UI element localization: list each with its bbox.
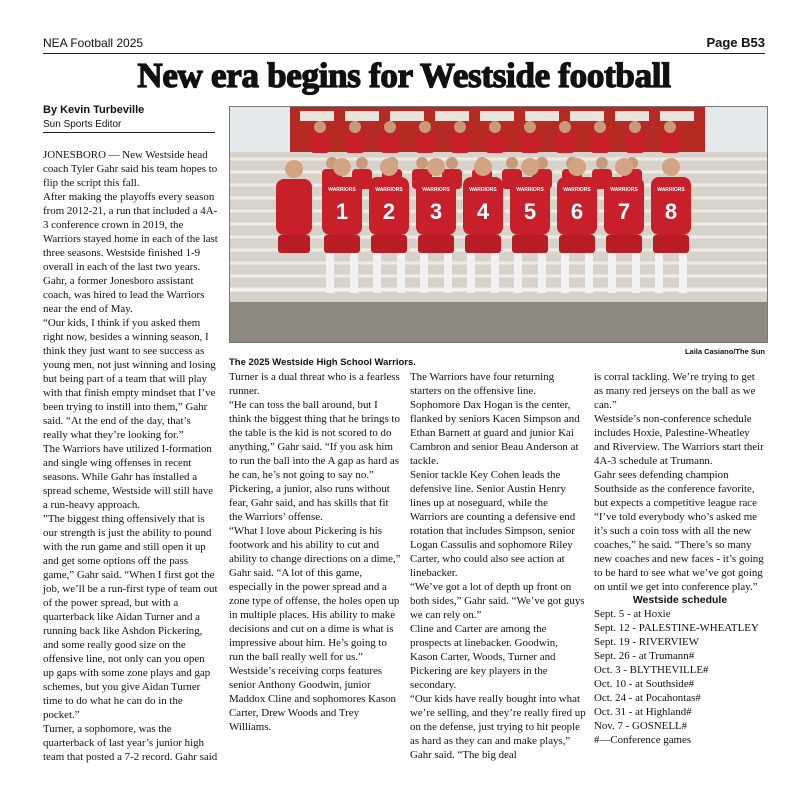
jersey-number: 7: [617, 199, 631, 224]
player-head: [629, 121, 641, 133]
paragraph: Cline and Carter are among the prospects at linebacker. Goodwin, Kason Carter, Woods, Turner and Pickering are key players in the secondary.: [410, 623, 558, 691]
player-jersey: [555, 133, 575, 153]
byline-author: By Kevin Turbeville: [43, 104, 145, 116]
team-photo: [229, 106, 768, 343]
article-column-4: [594, 370, 766, 747]
schedule-title: Westside schedule: [632, 594, 728, 606]
player-shorts: [512, 235, 548, 253]
player-head: [594, 121, 606, 133]
player-sock: [467, 253, 475, 293]
paragraph: “Our kids, I think if you asked them right now, besides a winning season, I think they just want to see success as young men, not just winning and losing but being part of a team that will play with that finish empty mindset that I’ve been trying to instill into them,” Gahr said. “At the end of the day, that’s really what they’re looking for.”: [43, 317, 216, 441]
press-box-window: [660, 111, 694, 121]
player-head: [454, 121, 466, 133]
paragraph: After making the playoffs every season from 2012-21, a run that included a 4A-3 conference crown in 2019, the Warriors stayed home in each of the last three seasons. Westside finished 1-9 overall in each of the last two years. Gahr, a former Jonesboro assistant coach, was hired to lead the Warriors near the end of May.: [43, 191, 218, 315]
press-box-window: [615, 111, 649, 121]
press-box-window: [570, 111, 604, 121]
player-sock: [444, 253, 452, 293]
player-sock: [679, 253, 687, 293]
byline-rule: [43, 132, 215, 133]
player-head: [521, 158, 539, 176]
player-jersey: [485, 133, 505, 153]
player-head: [285, 160, 303, 178]
player-head: [596, 157, 608, 169]
byline-role: Sun Sports Editor: [43, 119, 122, 130]
player-shorts: [278, 235, 310, 253]
paragraph: “What I love about Pickering is his footwork and his ability to cut and ability to change directions on a dime,” Gahr said. “A lot of this game, especially in the power spread and a zone type of offense, the holes open up in multiple places. His ability to make decisions and cut on a dime is what is impressive about him. He’s going to run the ball really well for us.”: [229, 525, 401, 663]
player-head: [615, 158, 633, 176]
schedule-item: Sept. 12 - PALESTINE-WHEATLEY: [594, 622, 759, 634]
jersey-wordmark: WARRIORS: [469, 187, 497, 193]
press-box-window: [345, 111, 379, 121]
player-head: [446, 157, 458, 169]
ground: [230, 302, 767, 342]
headline: New era begins for Westside football: [137, 56, 671, 95]
player-sock: [326, 253, 334, 293]
schedule-list: [594, 607, 766, 733]
jersey-wordmark: WARRIORS: [422, 187, 450, 193]
player-sock: [585, 253, 593, 293]
player-jersey: [310, 133, 330, 153]
player-jersey: [380, 133, 400, 153]
player-sock: [561, 253, 569, 293]
jersey-number: 8: [664, 199, 678, 224]
jersey-wordmark: WARRIORS: [328, 187, 356, 193]
player-sock: [632, 253, 640, 293]
player-sock: [350, 253, 358, 293]
press-box-window: [480, 111, 514, 121]
paragraph: The Warriors have four returning starters on the offensive line. Sophomore Dax Hogan is the center, flanked by seniors Kacen Simpson and Ethan Barnett at guard and junior Kai Cambron and senior Beau Anderson at tackle.: [410, 371, 580, 467]
schedule-item: Oct. 10 - at Southside#: [594, 678, 695, 690]
paragraph: is corral tackling. We’re trying to get as many red jerseys on the ball as we can.”: [594, 371, 756, 411]
press-box-window: [390, 111, 424, 121]
player-jersey: [625, 133, 645, 153]
player-jersey: [520, 133, 540, 153]
schedule-item: Oct. 31 - at Highland#: [594, 706, 692, 718]
photo-credit: Laila Casiano/The Sun: [684, 347, 765, 356]
player-head: [427, 158, 445, 176]
player-sock: [538, 253, 546, 293]
schedule-item: Sept. 19 - RIVERVIEW: [594, 636, 699, 648]
header-rule: [43, 53, 765, 54]
player-head: [356, 157, 368, 169]
jersey-number: 2: [382, 199, 396, 224]
section-label: NEA Football 2025: [43, 36, 144, 50]
paragraph: Westside’s receiving corps features senior Anthony Goodwin, junior Maddox Cline and sophomores Kason Carter, Drew Woods and Trey Williams.: [229, 665, 396, 733]
player-jersey: [660, 133, 680, 153]
photo-caption: The 2025 Westside High School Warriors.: [229, 357, 416, 368]
paragraph: “I’ve told everybody who’s asked me it’s such a coin toss with all the new coaches,” he said. “There’s so many new coaches and new faces - it’s going to be hard to see what we’ve got going on until we get into conference play.”: [594, 511, 764, 593]
jersey-number: 6: [570, 199, 584, 224]
paragraph: Gahr sees defending champion Southside as the conference favorite, but expects a competitive league race: [594, 469, 757, 509]
paragraph: ”The biggest thing offensively that is our strength is just the ability to pound with the run game and still open it up and get some options off the pass game,” Gahr said. “When I first got the job, we’ll be a run-first type of team out of the power spread, but with a quarterback like Aidan Turner and a running back like Ashdon Pickering, and some really good size on the offensive line, not only can you open up gaps with some zone plays and gap schemes, but you give Aidan Turner time to do what he can do in the pocket.”: [43, 513, 218, 721]
schedule-item: Oct. 3 - BLYTHEVILLE#: [594, 664, 709, 676]
player-shorts: [606, 235, 642, 253]
player-head: [333, 158, 351, 176]
article-column-1: [43, 148, 218, 764]
paragraph: “Our kids have really bought into what we’re selling, and they’re really fired up on the defense, just trying to hit people as hard as they can and make plays,” Gahr said. “The big deal: [410, 693, 586, 761]
paragraph: JONESBORO — New Westside head coach Tyler Gahr said his team hopes to flip the script this fall.: [43, 149, 218, 189]
paragraph: Westside’s non-conference schedule includes Hoxie, Palestine-Wheatley and Riverview. The Warriors start their 4A-3 schedule at Trumann.: [594, 413, 764, 467]
article-column-3: [410, 370, 586, 762]
team-photo-illustration: [230, 107, 767, 342]
press-box-window: [525, 111, 559, 121]
paragraph: Turner is a dual threat who is a fearless runner.: [229, 371, 400, 397]
player-sock: [514, 253, 522, 293]
player-sock: [491, 253, 499, 293]
paragraph: The Warriors have utilized I-formation and single wing offenses in recent seasons. While Gahr has installed a spread scheme, Westside will still have a run-heavy approach.: [43, 443, 214, 511]
player-head: [489, 121, 501, 133]
player-head: [349, 121, 361, 133]
schedule-item: Sept. 26 - at Trumann#: [594, 650, 695, 662]
player-jersey: [276, 179, 312, 235]
player-head: [314, 121, 326, 133]
player-shorts: [418, 235, 454, 253]
player-shorts: [324, 235, 360, 253]
player-sock: [608, 253, 616, 293]
schedule-item: Oct. 24 - at Pocahontas#: [594, 692, 701, 704]
player-sock: [420, 253, 428, 293]
press-box-window: [300, 111, 334, 121]
player-head: [568, 158, 586, 176]
player-head: [380, 158, 398, 176]
player-jersey: [415, 133, 435, 153]
paragraph: “He can toss the ball around, but I think the biggest thing that he brings to the table is the kid is not scored to do anything,” Gahr said. “If you ask him to run the ball into the A gap as hard as he can, he’s not going to say no.”: [229, 399, 400, 481]
press-box-window: [435, 111, 469, 121]
player-shorts: [559, 235, 595, 253]
player-head: [384, 121, 396, 133]
player-head: [559, 121, 571, 133]
jersey-number: 1: [335, 199, 349, 224]
player-head: [662, 158, 680, 176]
jersey-wordmark: WARRIORS: [657, 187, 685, 193]
jersey-wordmark: WARRIORS: [516, 187, 544, 193]
jersey-number: 3: [429, 199, 443, 224]
player-sock: [397, 253, 405, 293]
schedule-item: Sept. 5 - at Hoxie: [594, 608, 671, 620]
player-sock: [655, 253, 663, 293]
player-shorts: [465, 235, 501, 253]
jersey-wordmark: WARRIORS: [375, 187, 403, 193]
player-head: [506, 157, 518, 169]
paragraph: Turner, a sophomore, was the quarterback of last year’s junior high team that posted a 7-2 record. Gahr said: [43, 723, 218, 763]
paragraph: Senior tackle Key Cohen leads the defensive line. Senior Austin Henry lines up at noseguard, while the Warriors are counting a defensive end rotation that includes Simpson, senior Logan Cassulis and sophomore Riley Carter, who could also see action at linebacker.: [410, 469, 576, 579]
player-head: [419, 121, 431, 133]
jersey-number: 4: [476, 199, 490, 224]
schedule-item: Nov. 7 - GOSNELL#: [594, 720, 688, 732]
player-head: [664, 121, 676, 133]
jersey-wordmark: WARRIORS: [610, 187, 638, 193]
schedule-footnote: #—Conference games: [594, 734, 692, 746]
player-shorts: [371, 235, 407, 253]
jersey-number: 5: [523, 199, 537, 224]
player-sock: [373, 253, 381, 293]
player-shorts: [653, 235, 689, 253]
player-head: [416, 157, 428, 169]
player-jersey: [590, 133, 610, 153]
article-column-2: [229, 370, 401, 734]
jersey-wordmark: WARRIORS: [563, 187, 591, 193]
player-head: [474, 158, 492, 176]
paragraph: “We’ve got a lot of depth up front on both sides,” Gahr said. “We’ve got guys we can rely on.”: [410, 581, 585, 621]
paragraph: Pickering, a junior, also runs without fear, Gahr said, and has skills that fit the Warriors’ offense.: [229, 483, 390, 523]
page-number: Page B53: [706, 35, 765, 50]
player-head: [524, 121, 536, 133]
player-jersey: [345, 133, 365, 153]
player-jersey: [450, 133, 470, 153]
